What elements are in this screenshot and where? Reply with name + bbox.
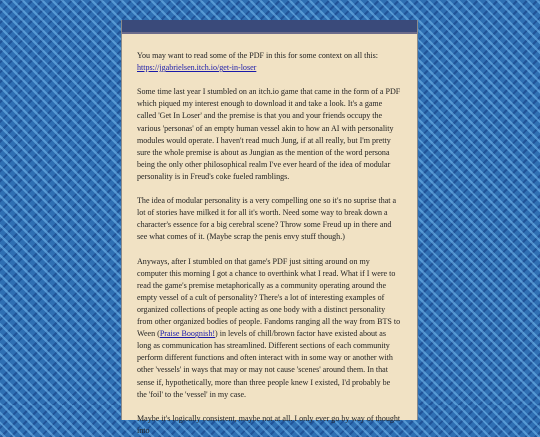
- panel-titlebar: [122, 20, 417, 34]
- post-panel: [121, 20, 418, 435]
- p4-before: Anyways, after I stumbled on that game's PDF just sitting around on my computer this morning I got a chance to overthink what I read. What if I were to read the game's premise metaphorically as a community operating around the empty vessel of a cult of personality? There's a lot of interesting examples of organized collections of people acting as one body with a distinct personality from other organized bodies of people. Fandoms ranging all the way from BTS to Ween (: [137, 256, 401, 339]
- p4-after: ) in levels of chill/brown factor have existed about as long as communication has streamlined. Different sections of each community perform different functions and often interact with in some way or another with other 'vessels' in ways that may or may not cause 'scenes' around them. In that sense if, hypothetically, more than three people knew I existed, I'd probably be the 'foil' to the 'vessel' in my case.: [137, 329, 393, 399]
- boognish-link[interactable]: Praise Boognish!: [159, 329, 216, 339]
- itch-link[interactable]: https://jgabrielsen.itch.io/get-in-loser: [137, 63, 257, 73]
- paragraph-3: The idea of modular personality is a very compelling one so it's no suprise that a lot of stories have milked it for all it's worth. Need some way to break down a character's essence for a big cerebral scene? Throw some Freud up in there and see what comes of it. (Maybe scrap the penis envy stuff though.): [137, 196, 397, 242]
- post-content: [122, 34, 417, 437]
- paragraph-2: Some time last year I stumbled on an itch.io game that came in the form of a PDF which piqued my interest enough to download it and take a look. It's a game called 'Get In Loser' and the premise is that you and your friends occupy the various 'personas' of an empty human vessel akin to how an AI with personality modules would operate. I haven't read much Jung, if at all really, but I'm pretty sure the whole premise is about as Jungian as the mention of the word persona being the only other philosophical realm I've ever heard of the idea of modular personality is in Freud's coke fueled ramblings.: [137, 87, 401, 181]
- paragraph-4: [137, 256, 402, 401]
- intro-text: You may want to read some of the PDF in this for some context on all this:: [137, 51, 379, 60]
- paragraph-intro: [137, 50, 402, 74]
- paragraph-5: Maybe it's logically consistent, maybe not at all. I only ever go by way of thought into: [137, 413, 401, 435]
